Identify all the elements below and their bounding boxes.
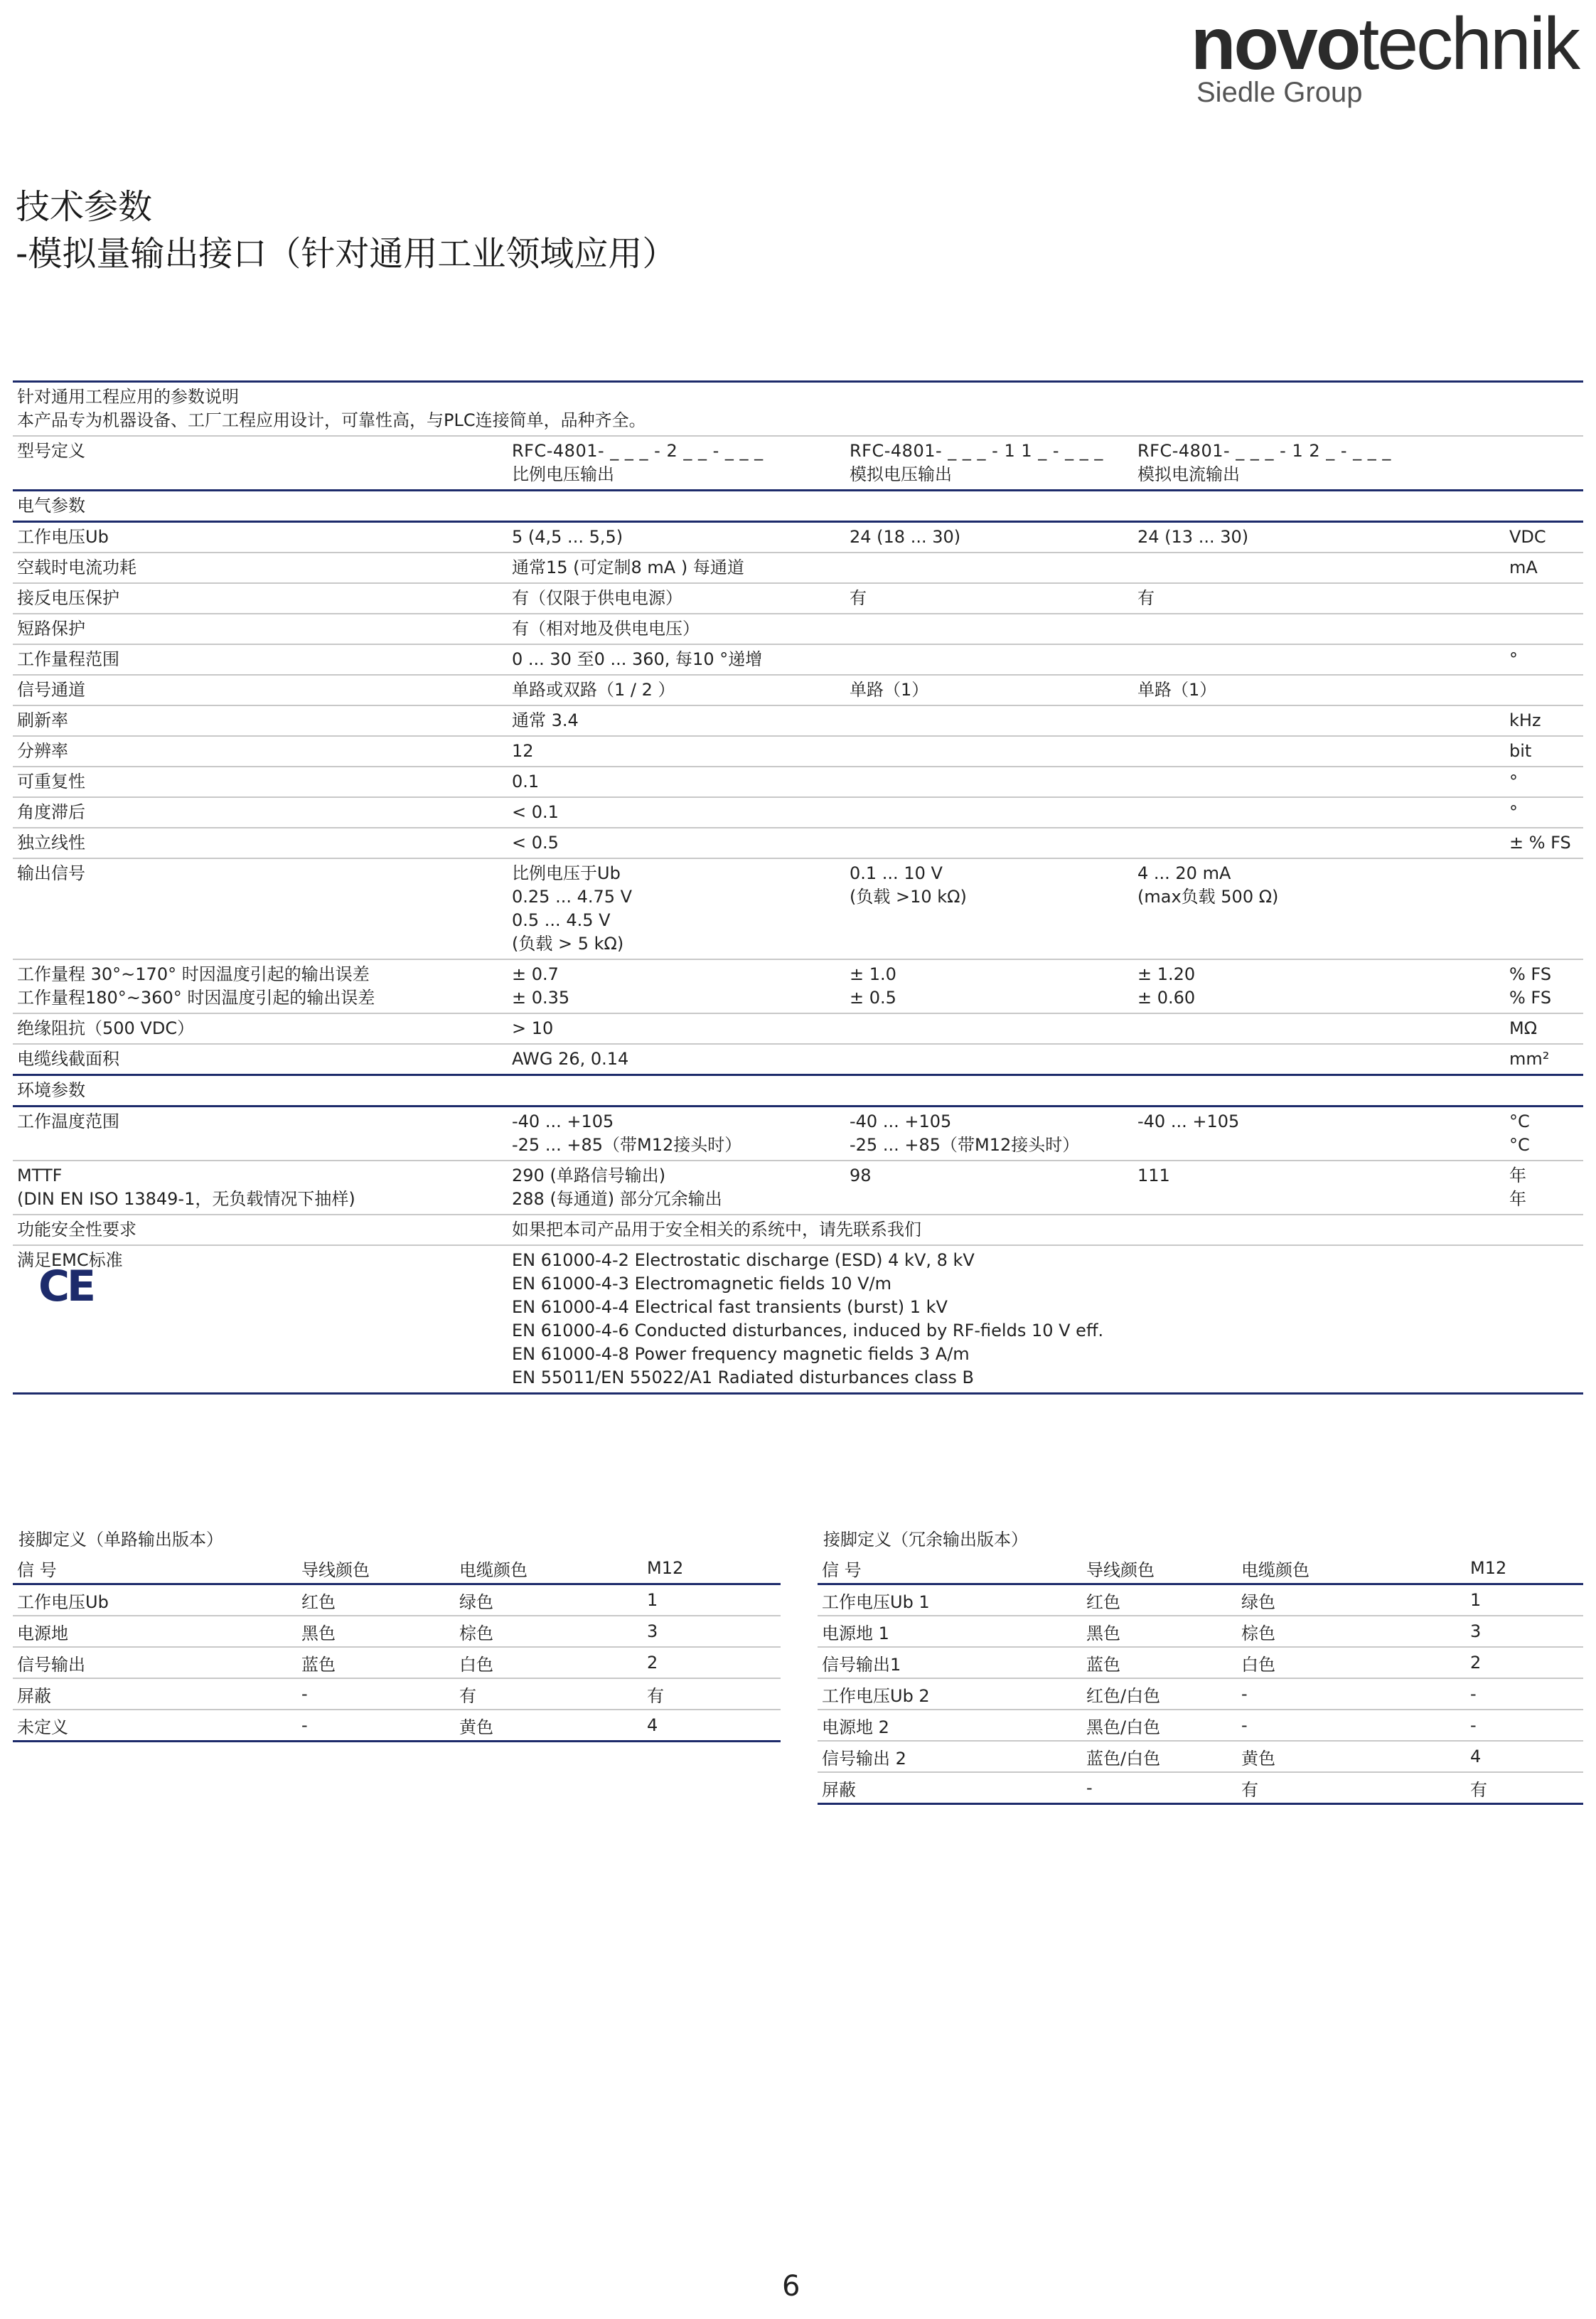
spec-row xyxy=(13,614,1583,644)
pin-signal: 屏蔽 xyxy=(13,1678,297,1710)
spec-label: 分辨率 xyxy=(17,741,68,761)
spec-unit: ° xyxy=(1509,649,1518,669)
spec-value: 288 (每通道) 部分冗余输出 xyxy=(512,1189,722,1209)
page-title xyxy=(16,183,676,277)
pin-cable-color: 绿色 xyxy=(1237,1584,1466,1616)
spec-value: 单路或双路（1 / 2 ） xyxy=(512,680,675,700)
spec-value: 24 (18 ... 30) xyxy=(850,527,961,547)
pin-m12: - xyxy=(1466,1678,1583,1710)
spec-label: 输出信号 xyxy=(17,863,85,883)
spec-label: 独立线性 xyxy=(17,833,85,853)
logo-group: Siedle Group xyxy=(1196,77,1363,108)
pin-cable-color: 白色 xyxy=(455,1647,643,1678)
model-code-2: RFC-4801- _ _ _ - 1 1 _ - _ _ _ xyxy=(850,441,1103,461)
spec-value: < 0.1 xyxy=(512,802,559,822)
pins-header: 电缆颜色 xyxy=(455,1553,643,1584)
spec-value: ± 0.60 xyxy=(1137,988,1196,1008)
table-row xyxy=(818,1584,1583,1616)
pin-m12: 2 xyxy=(1466,1647,1583,1678)
spec-label: 信号通道 xyxy=(17,680,85,700)
table-row xyxy=(13,1678,781,1710)
spec-unit: ± % FS xyxy=(1509,833,1571,853)
spec-value: 单路（1） xyxy=(850,680,929,700)
spec-label: 短路保护 xyxy=(17,619,85,639)
spec-label: MTTF xyxy=(17,1166,63,1185)
logo-wordmark: novotechnik xyxy=(1191,3,1578,85)
pin-wire-color: - xyxy=(297,1710,455,1742)
spec-value: 5 (4,5 ... 5,5) xyxy=(512,527,623,547)
emc-row xyxy=(13,1245,1583,1394)
pin-signal: 屏蔽 xyxy=(818,1772,1082,1804)
spec-value: 290 (单路信号输出) xyxy=(512,1166,666,1185)
spec-value: ± 1.20 xyxy=(1137,964,1196,984)
pin-cable-color: 绿色 xyxy=(455,1584,643,1616)
spec-row xyxy=(13,583,1583,614)
spec-value: 0.1 xyxy=(512,772,540,791)
output-signal-row xyxy=(13,858,1583,959)
table-row xyxy=(13,1584,781,1616)
intro-heading: 针对通用工程应用的参数说明 xyxy=(17,387,239,407)
pin-m12: 1 xyxy=(1466,1584,1583,1616)
pin-m12: 4 xyxy=(643,1710,781,1742)
spec-row xyxy=(13,522,1583,553)
spec-value: -25 ... +85（带M12接头时） xyxy=(850,1135,1080,1155)
spec-label: 绝缘阻抗（500 VDC） xyxy=(17,1018,195,1038)
pins-header-row xyxy=(818,1553,1583,1584)
model-code-3: RFC-4801- _ _ _ - 1 2 _ - _ _ _ xyxy=(1137,441,1391,461)
spec-value: < 0.5 xyxy=(512,833,559,853)
spec-row xyxy=(13,644,1583,675)
pin-signal: 信号输出 xyxy=(13,1647,297,1678)
spec-label: 角度滞后 xyxy=(17,802,85,822)
pin-signal: 电源地 1 xyxy=(818,1616,1082,1647)
pin-cable-color: 有 xyxy=(455,1678,643,1710)
spec-value: 0.5 ... 4.5 V xyxy=(512,910,611,930)
spec-label: (DIN EN ISO 13849-1，无负载情况下抽样) xyxy=(17,1189,355,1209)
pin-wire-color: - xyxy=(297,1678,455,1710)
pins-header: 信 号 xyxy=(13,1553,297,1584)
emc-standard: EN 61000-4-2 Electrostatic discharge (ESD) 4 kV, 8 kV xyxy=(512,1250,975,1270)
spec-label: 刷新率 xyxy=(17,710,68,730)
spec-value: 12 xyxy=(512,741,534,761)
model-desc-1: 比例电压输出 xyxy=(512,464,614,484)
table-row xyxy=(818,1710,1583,1741)
emc-standard: EN 61000-4-4 Electrical fast transients (burst) 1 kV xyxy=(512,1297,948,1317)
spec-row xyxy=(13,1013,1583,1044)
spec-value: 单路（1） xyxy=(1137,680,1217,700)
spec-unit: MΩ xyxy=(1509,1018,1538,1038)
model-label: 型号定义 xyxy=(17,441,85,461)
pin-wire-color: 红色/白色 xyxy=(1082,1678,1237,1710)
pin-signal: 电源地 xyxy=(13,1616,297,1647)
pin-signal: 工作电压Ub 1 xyxy=(818,1584,1082,1616)
pin-signal: 信号输出1 xyxy=(818,1647,1082,1678)
spec-unit: kHz xyxy=(1509,710,1541,730)
spec-row xyxy=(13,797,1583,828)
pin-m12: 2 xyxy=(643,1647,781,1678)
spec-label: 空载时电流功耗 xyxy=(17,558,136,577)
pin-wire-color: 黑色/白色 xyxy=(1082,1710,1237,1741)
title-line-1: 技术参数 xyxy=(16,187,153,227)
section-electrical-label: 电气参数 xyxy=(17,496,85,516)
spec-label: 工作量程范围 xyxy=(17,649,119,669)
pin-wire-color: 黑色 xyxy=(297,1616,455,1647)
emc-standard: EN 61000-4-6 Conducted disturbances, induced by RF-fields 10 V eff. xyxy=(512,1321,1104,1340)
spec-value: 111 xyxy=(1137,1166,1170,1185)
spec-label: 功能安全性要求 xyxy=(17,1220,136,1240)
spec-value: (负载 >10 kΩ) xyxy=(850,887,967,907)
model-desc-3: 模拟电流输出 xyxy=(1137,464,1240,484)
spec-label: 工作电压Ub xyxy=(17,527,109,547)
pins-single-title: 接脚定义（单路输出版本） xyxy=(18,1530,223,1550)
spec-unit xyxy=(1509,614,1583,620)
pins-header: 导线颜色 xyxy=(1082,1553,1237,1584)
pin-m12: - xyxy=(1466,1710,1583,1741)
spec-value: 98 xyxy=(850,1166,872,1185)
table-row xyxy=(818,1647,1583,1678)
pins-header: M12 xyxy=(643,1553,781,1584)
pin-cable-color: - xyxy=(1237,1710,1466,1741)
table-row xyxy=(13,1616,781,1647)
table-row xyxy=(818,1678,1583,1710)
spec-label: 满足EMC标准 xyxy=(17,1250,123,1270)
spec-value: > 10 xyxy=(512,1018,554,1038)
spec-value: ± 0.7 xyxy=(512,964,559,984)
pin-cable-color: - xyxy=(1237,1678,1466,1710)
table-row xyxy=(818,1741,1583,1772)
spec-value: 如果把本司产品用于安全相关的系统中，请先联系我们 xyxy=(512,1220,921,1240)
spec-table xyxy=(13,380,1583,1395)
pin-wire-color: 红色 xyxy=(297,1584,455,1616)
spec-unit: ° xyxy=(1509,802,1518,822)
pins-single-table xyxy=(13,1553,781,1742)
spec-value: 有（相对地及供电电压） xyxy=(512,619,700,639)
temp-error-row xyxy=(13,959,1583,1013)
pins-header-row xyxy=(13,1553,781,1584)
spec-row xyxy=(13,675,1583,705)
pin-wire-color: - xyxy=(1082,1772,1237,1804)
table-row xyxy=(13,1710,781,1742)
spec-unit xyxy=(1509,676,1583,681)
spec-value: 通常 3.4 xyxy=(512,710,579,730)
spec-value: 有（仅限于供电电源） xyxy=(512,588,682,608)
spec-row xyxy=(13,705,1583,736)
spec-unit: mA xyxy=(1509,558,1538,577)
pins-header: 电缆颜色 xyxy=(1237,1553,1466,1584)
table-row xyxy=(818,1616,1583,1647)
spec-label: 接反电压保护 xyxy=(17,588,119,608)
spec-value: 有 xyxy=(1137,588,1155,608)
spec-label: 工作温度范围 xyxy=(17,1111,119,1131)
spec-value: 4 ... 20 mA xyxy=(1137,863,1231,883)
table-row xyxy=(13,1647,781,1678)
spec-value: 0.25 ... 4.75 V xyxy=(512,887,633,907)
model-desc-2: 模拟电压输出 xyxy=(850,464,952,484)
spec-unit: % FS xyxy=(1509,988,1552,1008)
pin-m12: 3 xyxy=(643,1616,781,1647)
pin-signal: 工作电压Ub 2 xyxy=(818,1678,1082,1710)
spec-unit: °C xyxy=(1509,1111,1530,1131)
spec-unit xyxy=(1509,584,1583,590)
pin-m12: 1 xyxy=(643,1584,781,1616)
company-logo xyxy=(1191,3,1578,109)
section-environment xyxy=(13,1075,1583,1107)
spec-value: 24 (13 ... 30) xyxy=(1137,527,1249,547)
emc-standard: EN 61000-4-3 Electromagnetic fields 10 V/m xyxy=(512,1274,891,1294)
ce-mark-icon: CE xyxy=(38,1262,94,1311)
intro-text: 本产品专为机器设备、工厂工程应用设计，可靠性高，与PLC连接简单，品种齐全。 xyxy=(17,410,646,430)
pin-signal: 未定义 xyxy=(13,1710,297,1742)
spec-unit: % FS xyxy=(1509,964,1552,984)
spec-value: 0 ... 30 至0 ... 360, 每10 °递增 xyxy=(512,649,763,669)
spec-row xyxy=(13,736,1583,767)
emc-standard: EN 55011/EN 55022/A1 Radiated disturbances class B xyxy=(512,1368,974,1387)
spec-value: -40 ... +105 xyxy=(512,1111,614,1131)
model-code-1: RFC-4801- _ _ _ - 2 _ _ - _ _ _ xyxy=(512,441,764,461)
model-row xyxy=(13,436,1583,491)
spec-value: -25 ... +85（带M12接头时） xyxy=(512,1135,742,1155)
spec-value: (max负载 500 Ω) xyxy=(1137,887,1279,907)
pin-cable-color: 棕色 xyxy=(1237,1616,1466,1647)
spec-value: 通常15 (可定制8 mA ) 每通道 xyxy=(512,558,744,577)
pins-redundant-table xyxy=(818,1553,1583,1805)
spec-unit: ° xyxy=(1509,772,1518,791)
pin-m12: 有 xyxy=(643,1678,781,1710)
emc-standard: EN 61000-4-8 Power frequency magnetic fields 3 A/m xyxy=(512,1344,970,1364)
pins-header: M12 xyxy=(1466,1553,1583,1584)
pin-cable-color: 白色 xyxy=(1237,1647,1466,1678)
pin-cable-color: 有 xyxy=(1237,1772,1466,1804)
spec-unit: VDC xyxy=(1509,527,1546,547)
spec-unit: 年 xyxy=(1509,1189,1526,1209)
pin-signal: 电源地 2 xyxy=(818,1710,1082,1741)
title-line-2: -模拟量输出接口（针对通用工业领域应用） xyxy=(16,234,677,274)
pins-redundant-title: 接脚定义（冗余输出版本） xyxy=(823,1530,1028,1550)
intro-row xyxy=(13,382,1583,437)
op-temp-row xyxy=(13,1107,1583,1161)
page-number: 6 xyxy=(782,2270,800,2303)
spec-value: 比例电压于Ub xyxy=(512,863,621,883)
spec-value: ± 0.5 xyxy=(850,988,896,1008)
spec-row xyxy=(13,767,1583,797)
spec-label: 工作量程180°~360° 时因温度引起的输出误差 xyxy=(17,988,375,1008)
pin-wire-color: 黑色 xyxy=(1082,1616,1237,1647)
spec-value: ± 1.0 xyxy=(850,964,896,984)
spec-value: ± 0.35 xyxy=(512,988,570,1008)
section-electrical xyxy=(13,491,1583,522)
table-row xyxy=(818,1772,1583,1804)
pin-m12: 3 xyxy=(1466,1616,1583,1647)
pin-cable-color: 黄色 xyxy=(1237,1741,1466,1772)
spec-label: 工作量程 30°~170° 时因温度引起的输出误差 xyxy=(17,964,370,984)
spec-row xyxy=(13,1044,1583,1075)
pin-cable-color: 棕色 xyxy=(455,1616,643,1647)
pins-header: 导线颜色 xyxy=(297,1553,455,1584)
spec-value: -40 ... +105 xyxy=(850,1111,952,1131)
spec-row xyxy=(13,828,1583,858)
spec-label: 可重复性 xyxy=(17,772,85,791)
spec-value: -40 ... +105 xyxy=(1137,1111,1240,1131)
spec-value: AWG 26, 0.14 xyxy=(512,1049,629,1069)
pin-signal: 信号输出 2 xyxy=(818,1741,1082,1772)
spec-unit: 年 xyxy=(1509,1166,1526,1185)
spec-value: 有 xyxy=(850,588,867,608)
safety-row xyxy=(13,1215,1583,1245)
pin-cable-color: 黄色 xyxy=(455,1710,643,1742)
pin-m12: 有 xyxy=(1466,1772,1583,1804)
pin-wire-color: 蓝色/白色 xyxy=(1082,1741,1237,1772)
spec-unit: mm² xyxy=(1509,1049,1550,1069)
spec-unit: bit xyxy=(1509,741,1532,761)
spec-value: (负载 > 5 kΩ) xyxy=(512,934,624,954)
spec-value: 0.1 ... 10 V xyxy=(850,863,943,883)
pin-m12: 4 xyxy=(1466,1741,1583,1772)
pin-wire-color: 红色 xyxy=(1082,1584,1237,1616)
spec-row xyxy=(13,553,1583,583)
pins-header: 信 号 xyxy=(818,1553,1082,1584)
pin-wire-color: 蓝色 xyxy=(297,1647,455,1678)
spec-label: 电缆线截面积 xyxy=(17,1049,119,1069)
mttf-row xyxy=(13,1161,1583,1215)
section-environment-label: 环境参数 xyxy=(17,1080,85,1100)
spec-unit: °C xyxy=(1509,1135,1530,1155)
pin-wire-color: 蓝色 xyxy=(1082,1647,1237,1678)
pin-signal: 工作电压Ub xyxy=(13,1584,297,1616)
